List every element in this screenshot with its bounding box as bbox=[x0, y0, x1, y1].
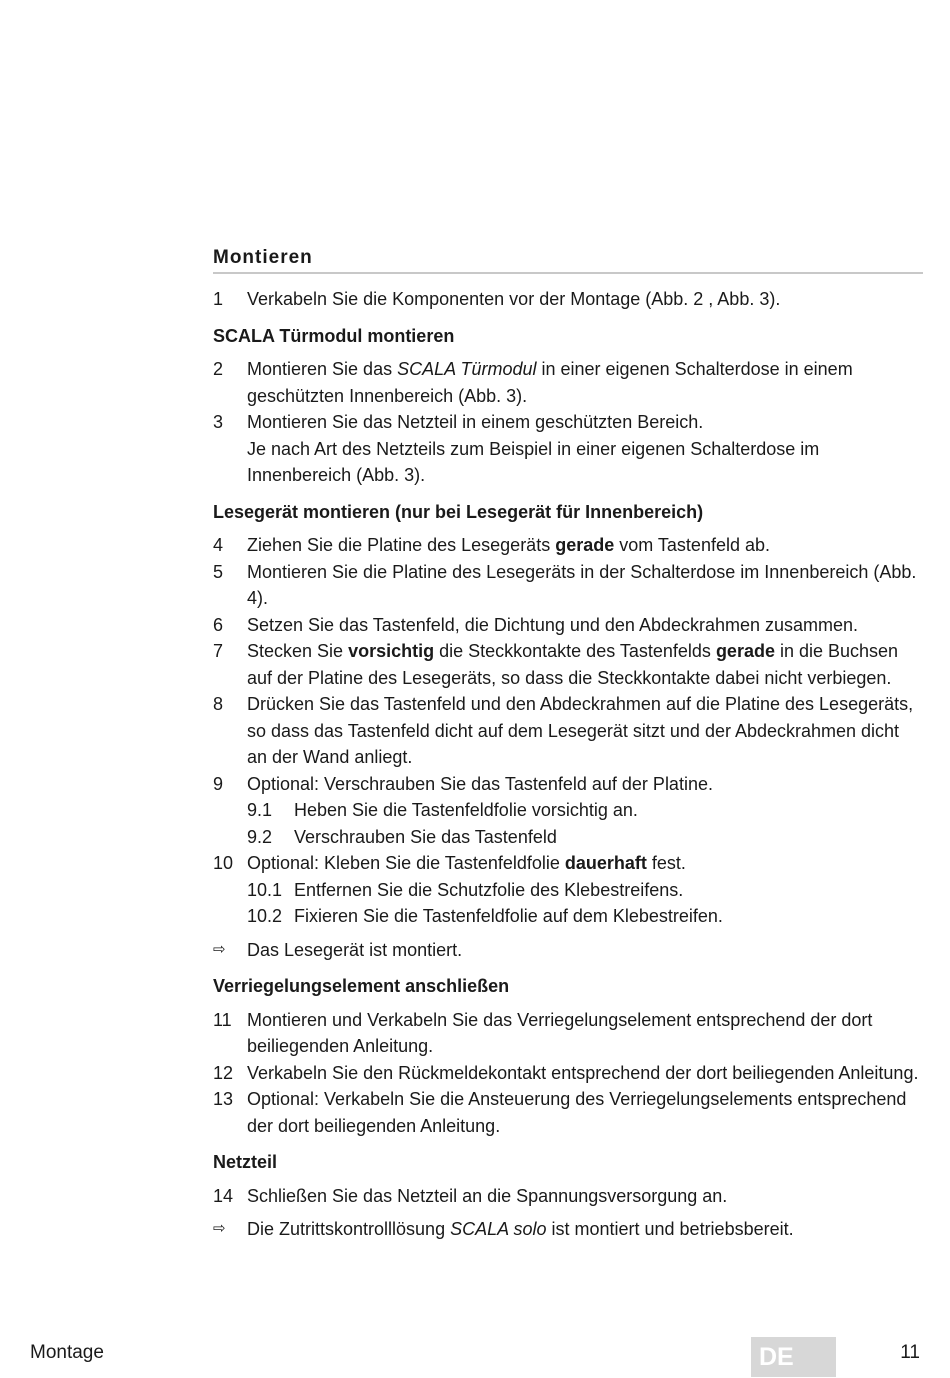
substep-10-1 bbox=[213, 877, 923, 904]
substep-number: 10.1 bbox=[247, 879, 283, 900]
subheading-verriegelung: Verriegelungselement anschließen bbox=[213, 976, 510, 996]
step-number: 9 bbox=[213, 773, 224, 794]
step-text: Verkabeln Sie den Rückmeldekontakt entsprechend der dort beiliegenden Anleitung. bbox=[247, 1062, 919, 1083]
subheading-netzteil: Netzteil bbox=[213, 1152, 278, 1172]
step-text: Schließen Sie das Netzteil an die Spannungsversorgung an. bbox=[247, 1185, 728, 1206]
result-arrow-icon: ⇨ bbox=[213, 940, 226, 958]
substep-9-2 bbox=[213, 824, 923, 851]
substep-number: 9.1 bbox=[247, 800, 273, 820]
step-number: 2 bbox=[213, 359, 224, 379]
step-text bbox=[247, 532, 923, 559]
substep-text: Entfernen Sie die Schutzfolie des Klebestreifens. bbox=[294, 879, 684, 900]
step-number: 13 bbox=[213, 1089, 234, 1109]
substep-text: Heben Sie die Tastenfeldfolie vorsichtig an. bbox=[294, 800, 638, 820]
step-text: Optional: Verschrauben Sie das Tastenfeld auf der Platine. bbox=[247, 773, 713, 794]
step-number: 3 bbox=[213, 412, 224, 432]
step-1 bbox=[213, 286, 923, 313]
emphasis: vorsichtig bbox=[348, 641, 435, 661]
page-number: 11 bbox=[900, 1342, 920, 1363]
text-segment: Montieren Sie das bbox=[247, 359, 398, 379]
text-segment: ist montiert und betriebsbereit. bbox=[546, 1219, 794, 1239]
result-text bbox=[247, 1216, 923, 1243]
text-segment: Je nach Art des Netzteils zum Beispiel in einer eigenen Schalterdose im Innenbereich (Abb. 3). bbox=[247, 438, 820, 485]
step-text bbox=[247, 638, 923, 691]
section-title: Montieren bbox=[213, 244, 923, 274]
product-name: SCALA solo bbox=[450, 1219, 547, 1239]
step-7 bbox=[213, 638, 923, 691]
step-text bbox=[247, 409, 923, 489]
step-12 bbox=[213, 1060, 923, 1087]
footer-chapter: Montage bbox=[30, 1342, 104, 1363]
text-segment: Stecken Sie bbox=[247, 641, 349, 661]
step-10 bbox=[213, 850, 923, 877]
step-list-lesegeraet bbox=[213, 532, 923, 963]
substep-text: Verschrauben Sie das Tastenfeld bbox=[294, 826, 557, 847]
step-8 bbox=[213, 691, 923, 771]
emphasis: gerade bbox=[715, 641, 775, 661]
step-13 bbox=[213, 1086, 923, 1139]
step-4 bbox=[213, 532, 923, 559]
step-14 bbox=[213, 1183, 923, 1210]
subheading-lesegeraet: Lesegerät montieren (nur bei Lesegerät für Innenbereich) bbox=[213, 501, 704, 522]
language-badge: DE bbox=[751, 1337, 836, 1377]
step-5 bbox=[213, 559, 923, 612]
substep-9-1 bbox=[213, 797, 923, 824]
step-text bbox=[247, 356, 923, 409]
step-2 bbox=[213, 356, 923, 409]
text-segment: Optional: Kleben Sie die Tastenfeldfolie bbox=[247, 853, 565, 873]
step-number: 6 bbox=[213, 614, 224, 635]
result-arrow-icon: ⇨ bbox=[213, 1220, 226, 1237]
step-text: Drücken Sie das Tastenfeld und den Abdeckrahmen auf die Platine des Lesegeräts, so dass das Tastenfeld dicht auf dem Lesegerät sitzt und der Abdeckrahmen dicht an der Wand anliegt. bbox=[247, 694, 914, 767]
step-list-netzteil bbox=[213, 1183, 923, 1243]
result-netzteil bbox=[213, 1216, 923, 1243]
substep-text: Fixieren Sie die Tastenfeldfolie auf dem Klebestreifen. bbox=[294, 906, 723, 926]
step-text bbox=[247, 850, 923, 877]
step-number: 7 bbox=[213, 641, 224, 661]
text-segment: in einer eigenen Schalterdose in einem geschützten Innenbereich (Abb. 3). bbox=[247, 359, 853, 406]
step-number: 10 bbox=[213, 853, 234, 873]
text-segment: die Steckkontakte des Tastenfelds bbox=[434, 641, 716, 661]
step-number: 8 bbox=[213, 694, 224, 714]
step-text: Verkabeln Sie die Komponenten vor der Montage (Abb. 2 , Abb. 3). bbox=[247, 289, 781, 309]
step-number: 5 bbox=[213, 561, 224, 582]
result-text: Das Lesegerät ist montiert. bbox=[247, 939, 463, 960]
step-text: Montieren und Verkabeln Sie das Verriegelungselement entsprechend der dort beiliegenden Anleitung. bbox=[247, 1009, 873, 1056]
step-number: 4 bbox=[213, 535, 224, 555]
step-3 bbox=[213, 409, 923, 489]
step-9 bbox=[213, 771, 923, 798]
step-number: 11 bbox=[213, 1009, 232, 1030]
step-6 bbox=[213, 612, 923, 639]
step-text: Setzen Sie das Tastenfeld, die Dichtung und den Abdeckrahmen zusammen. bbox=[247, 614, 859, 635]
text-segment: fest. bbox=[646, 853, 686, 873]
step-number: 12 bbox=[213, 1062, 234, 1083]
step-number: 1 bbox=[213, 289, 224, 309]
emphasis: dauerhaft bbox=[564, 853, 647, 873]
text-segment: in die Buchsen auf der Platine des Lesegeräts, so dass die Steckkontakte dabei nicht verbiegen. bbox=[247, 641, 899, 688]
product-name: SCALA Türmodul bbox=[397, 359, 537, 379]
subheading-tuermodul: SCALA Türmodul montieren bbox=[213, 325, 455, 346]
step-list-verriegelung bbox=[213, 1007, 923, 1140]
step-list-intro bbox=[213, 286, 923, 313]
text-segment: vom Tastenfeld ab. bbox=[614, 535, 770, 555]
text-segment: Die Zutrittskontrolllösung bbox=[247, 1219, 451, 1239]
result-lesegeraet bbox=[213, 937, 923, 964]
step-text: Montieren Sie die Platine des Lesegeräts in der Schalterdose im Innenbereich (Abb. 4). bbox=[247, 561, 917, 608]
substep-number: 9.2 bbox=[247, 826, 273, 847]
substep-number: 10.2 bbox=[247, 906, 283, 926]
page-content bbox=[213, 244, 923, 1243]
step-11 bbox=[213, 1007, 923, 1060]
emphasis: gerade bbox=[555, 535, 615, 555]
step-number: 14 bbox=[213, 1185, 234, 1206]
text-segment: Ziehen Sie die Platine des Lesegeräts bbox=[247, 535, 556, 555]
substep-10-2 bbox=[213, 903, 923, 930]
step-list-tuermodul bbox=[213, 356, 923, 489]
step-text: Optional: Verkabeln Sie die Ansteuerung des Verriegelungselements entsprechend der dort beiliegenden Anleitung. bbox=[247, 1089, 907, 1136]
text-segment: Montieren Sie das Netzteil in einem geschützten Bereich. bbox=[247, 412, 704, 432]
